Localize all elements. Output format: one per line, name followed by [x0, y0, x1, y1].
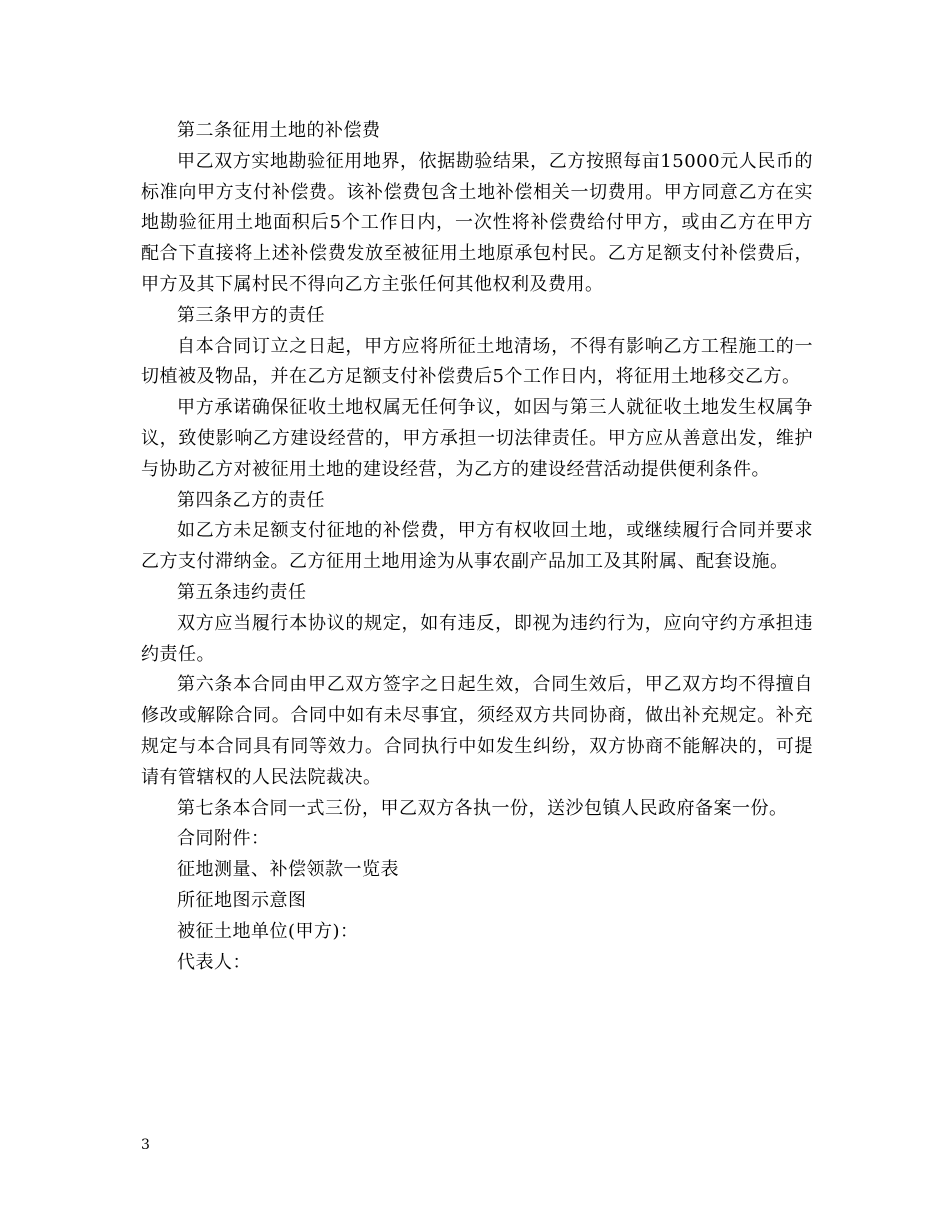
attachments-heading: 合同附件： — [177, 828, 270, 850]
article-5-heading: 第五条违约责任 — [177, 581, 307, 603]
article-4-body: 如乙方未足额支付征地的补偿费，甲方有权收回土地，或继续履行合同并要求乙方支付滞纳金。乙方征用土地用途为从事农副产品加工及其附属、配套设施。 — [141, 520, 813, 573]
article-3-heading: 第三条甲方的责任 — [177, 304, 325, 326]
document-body — [141, 116, 813, 978]
article-2-body: 甲乙双方实地勘验征用地界，依据勘验结果，乙方按照每亩15000元人民币的标准向甲方支付补偿费。该补偿费包含土地补偿相关一切费用。甲方同意乙方在实地勘验征用土地面积后5个工作日内，一次性将补偿费给付甲方，或由乙方在甲方配合下直接将上述补偿费发放至被征用土地原承包村民。乙方足额支付补偿费后，甲方及其下属村民不得向乙方主张任何其他权利及费用。 — [141, 150, 813, 295]
party-a-signature-line: 被征土地单位(甲方)： — [177, 920, 359, 942]
article-2-heading: 第二条征用土地的补偿费 — [177, 120, 381, 141]
page-number: 3 — [141, 1137, 150, 1153]
attachment-item-2: 所征地图示意图 — [177, 889, 307, 911]
article-7: 第七条本合同一式三份，甲乙双方各执一份，送沙包镇人民政府备案一份。 — [177, 797, 788, 819]
attachment-item-1: 征地测量、补偿领款一览表 — [177, 859, 399, 881]
article-4-heading: 第四条乙方的责任 — [177, 489, 325, 511]
article-3-body-2: 甲方承诺确保征收土地权属无任何争议，如因与第三人就征收土地发生权属争议，致使影响乙方建设经营的，甲方承担一切法律责任。甲方应从善意出发，维护与协助乙方对被征用土地的建设经营，为乙方的建设经营活动提供便利条件。 — [141, 397, 813, 480]
article-3-body-1: 自本合同订立之日起，甲方应将所征土地清场，不得有影响乙方工程施工的一切植被及物品，并在乙方足额支付补偿费后5个工作日内，将征用土地移交乙方。 — [141, 335, 813, 388]
representative-signature-line: 代表人： — [177, 951, 251, 973]
article-5-body: 双方应当履行本协议的规定，如有违反，即视为违约行为，应向守约方承担违约责任。 — [141, 612, 813, 665]
article-6: 第六条本合同由甲乙双方签字之日起生效，合同生效后，甲乙双方均不得擅自修改或解除合同。合同中如有未尽事宜，须经双方共同协商，做出补充规定。补充规定与本合同具有同等效力。合同执行中如发生纠纷，双方协商不能解决的，可提请有管辖权的人民法院裁决。 — [141, 674, 813, 788]
